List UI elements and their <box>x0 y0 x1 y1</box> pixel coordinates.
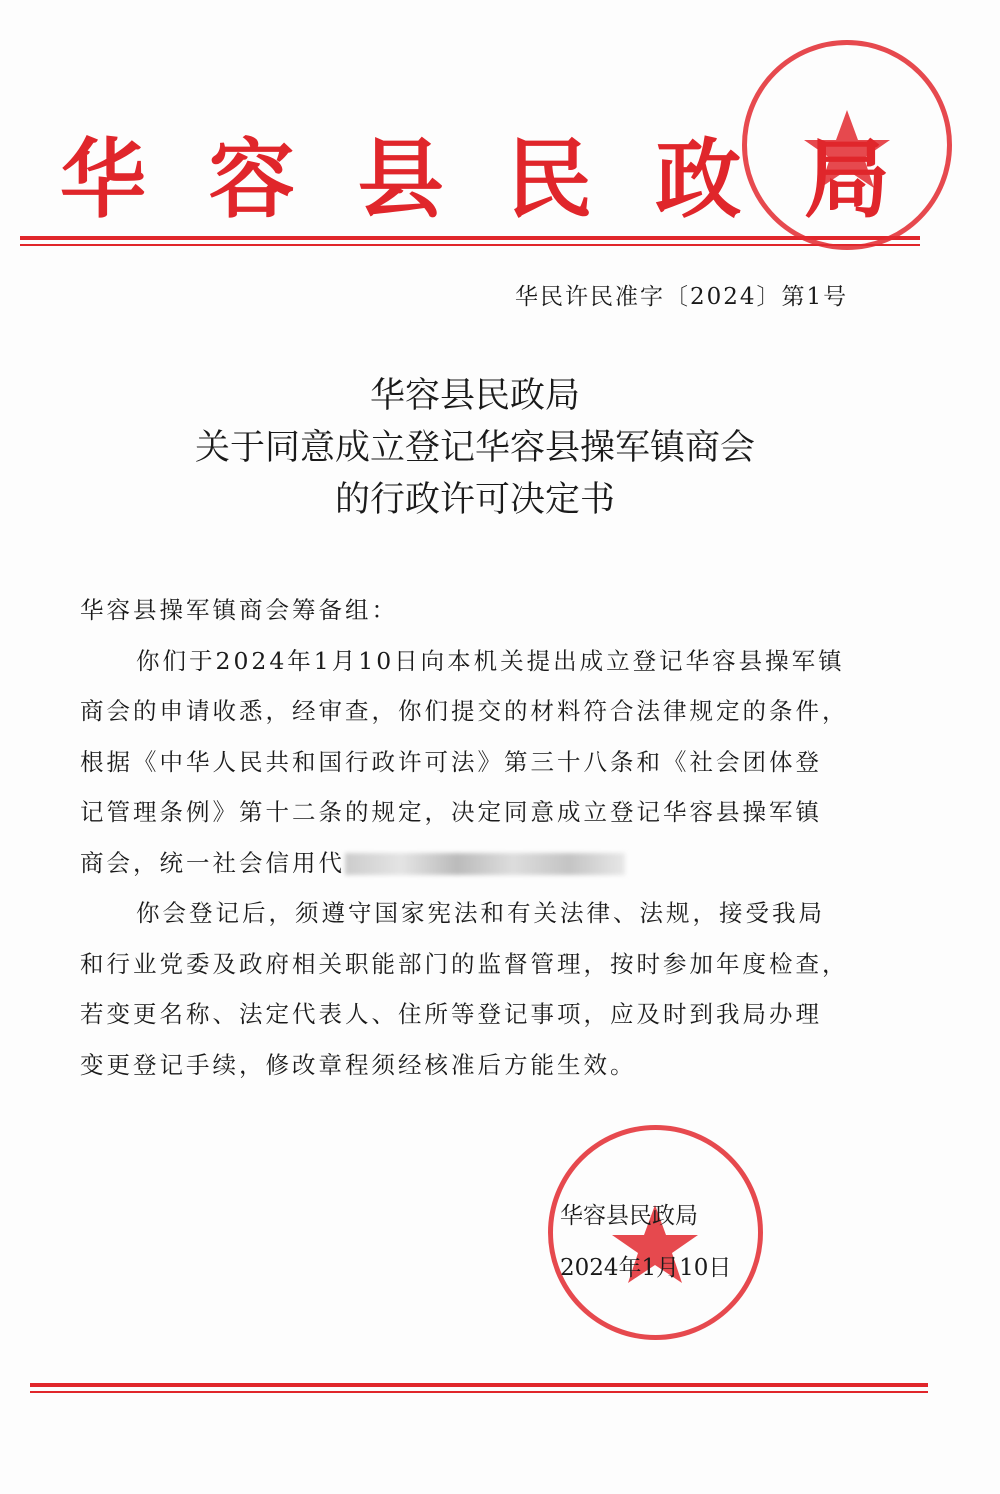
document-title <box>0 370 950 526</box>
red-rule-bottom-thin <box>30 1391 928 1393</box>
body-line: 和行业党委及政府相关职能部门的监督管理，按时参加年度检查， <box>80 949 849 978</box>
document-number: 华民许民准字〔2024〕第1号 <box>515 284 849 310</box>
salutation: 华容县操军镇商会筹备组： <box>80 596 398 624</box>
title-line: 的行政许可决定书 <box>334 480 615 520</box>
letterhead-char: 局 <box>803 130 890 230</box>
body-line: 你会登记后，须遵守国家宪法和有关法律、法规，接受我局 <box>136 899 825 927</box>
body-line: 商会的申请收悉，经审查，你们提交的材料符合法律规定的条件， <box>80 697 849 725</box>
letterhead-char: 华 <box>60 130 146 230</box>
letterhead-char: 民 <box>506 130 593 230</box>
signature-block <box>560 1190 731 1294</box>
title-line: 华容县民政局 <box>369 376 580 416</box>
body-line: 你们于2024年1月10日向本机关提出成立登记华容县操军镇 <box>136 646 845 675</box>
red-rule-bottom <box>30 1383 928 1387</box>
body-line: 若变更名称、法定代表人、住所等登记事项，应及时到我局办理 <box>80 1000 822 1028</box>
signature-date: 2024年1月10日 <box>560 1255 732 1281</box>
letterhead-char: 县 <box>357 130 444 230</box>
body-line: 变更登记手续，修改章程须经核准后方能生效。 <box>80 1050 637 1079</box>
body-line: 根据《中华人民共和国行政许可法》第三十八条和《社会团体登 <box>80 747 822 776</box>
letterhead-char: 政 <box>655 130 742 230</box>
body-line <box>80 838 849 889</box>
signature-org: 华容县民政局 <box>560 1203 698 1229</box>
body-text: 商会，统一社会信用代 <box>80 848 345 877</box>
body-line: 记管理条例》第十二条的规定，决定同意成立登记华容县操军镇 <box>80 798 822 826</box>
title-line: 关于同意成立登记华容县操军镇商会 <box>194 428 755 468</box>
redacted-credit-code <box>345 853 625 875</box>
letterhead-char: 容 <box>208 130 295 230</box>
document-body <box>80 585 849 1090</box>
letterhead <box>60 125 890 235</box>
